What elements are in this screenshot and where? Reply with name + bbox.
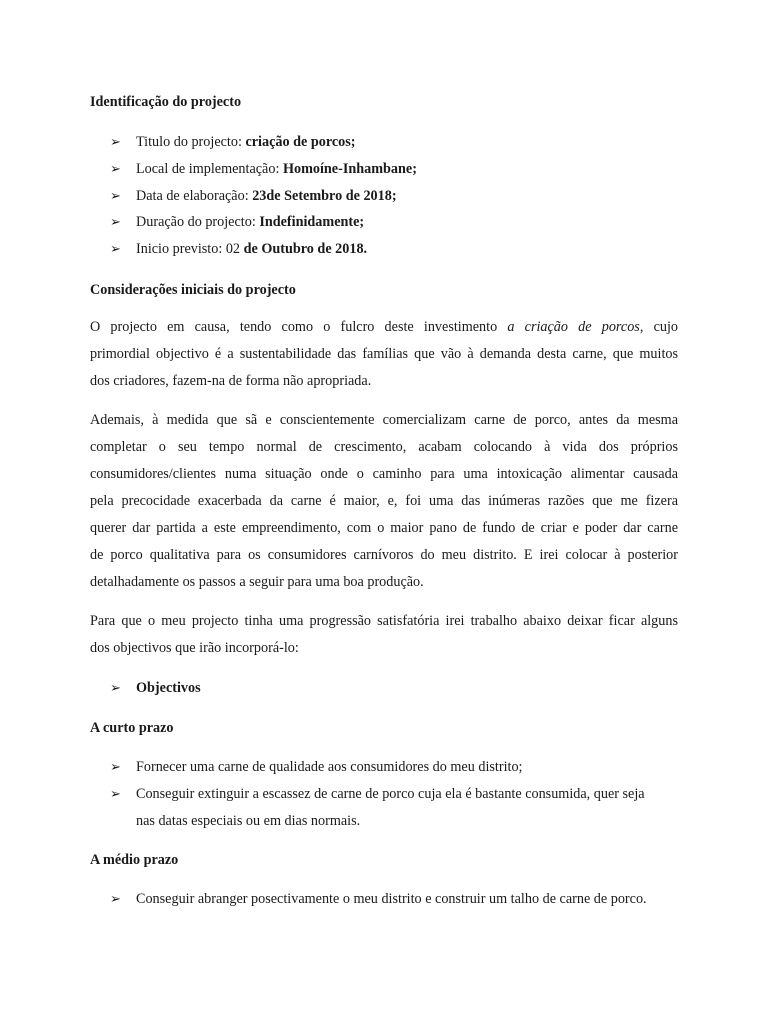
paragraph-objectives-intro: Para que o meu projecto tinha uma progressão satisfatória irei trabalho abaixo deixar ficar alguns dos objectivos que irão incorporá-lo: [90,613,678,656]
arrowhead-bullet-icon: ➢ [110,680,121,695]
list-item-continuation: nas datas especiais ou em dias normais. [136,813,361,829]
paragraph-ademais: Ademais, à medida que sã e conscientemente comercializam carne de porco, antes da mesma completar o seu tempo normal de crescimento, acabam colocando à vida dos próprios consumidores/clientes numa situação onde o caminho para uma intoxicação alimentar causada pela precocidade exacerbada da carne é maior, e, foi uma das inúmeras razões que me fizera querer dar partida a este empreendimento, com o maior pano de fundo de criar e poder dar carne de porco qualitativa para os consumidores carnívoros do meu distrito. E irei colocar à posterior detalhadamente os passos a seguir para uma boa produção. [90,412,678,590]
arrowhead-bullet-icon: ➢ [110,891,121,906]
section-heading-considerations: Considerações iniciais do projecto [90,282,296,298]
paragraph-intro: O projecto em causa, tendo como o fulcro deste investimento a criação de porcos, cujo primordial objectivo é a sustentabilidade das famílias que vão à demanda desta carne, que muitos dos criadores, fazem-na de forma não apropriada. [90,319,678,389]
arrowhead-bullet-icon: ➢ [110,214,121,229]
arrowhead-bullet-icon: ➢ [110,134,121,149]
arrowhead-bullet-icon: ➢ [110,786,121,801]
arrowhead-bullet-icon: ➢ [110,188,121,203]
section-heading-short-term: A curto prazo [90,720,174,736]
section-heading-medium-term: A médio prazo [90,852,179,868]
arrowhead-bullet-icon: ➢ [110,241,121,256]
section-heading-identification: Identificação do projecto [90,94,242,110]
document-page: Identificação do projecto ➢ Titulo do projecto: criação de porcos; ➢ Local de implementação: Homoíne-Inhambane; ➢ Data de elaboração: 23de Setembro de 2018; ➢ Duração do projecto: Indefinidamente; ➢ Inicio previsto: 02 de Outubro de 2018. Considerações iniciais do projecto O projecto em causa, tendo como o fulcro deste investimento a criação de porcos, cujo primordial objectivo é a sustentabilidade das famílias que vão à demanda desta carne, que muitos dos criadores, fazem-na de forma não apropriada. Ademais, à medida que sã e conscientemente comercializam carne de porco, antes da mesma completar o seu tempo normal de crescimento, acabam colocando à vida dos próprios consumidores/clientes numa situação onde o caminho para uma intoxicação alimentar causada pela precocidade exacerbada da carne é maior, e, foi uma das inúmeras razões que me fizera querer dar partida a este empreendimento, com o maior pano de fundo de criar e poder dar carne de porco qualitativa para os consumidores carnívoros do meu distrito. E irei colocar à posterior detalhadamente os passos a seguir para uma boa produção. Para que o meu projecto tinha uma progressão satisfatória irei trabalho abaixo deixar ficar alguns dos objectivos que irão incorporá-lo: ➢ Objectivos A curto prazo ➢ Fornecer uma carne de qualidade aos consumidores do meu distrito; ➢ Conseguir extinguir a escassez de carne de porco cuja ela é bastante consumida, quer seja nas datas especiais ou em dias normais. A médio prazo ➢ Conseguir abranger posectivamente o meu distrito e construir um talho de carne de porco. [90,94,678,907]
arrowhead-bullet-icon: ➢ [110,161,121,176]
arrowhead-bullet-icon: ➢ [110,759,121,774]
